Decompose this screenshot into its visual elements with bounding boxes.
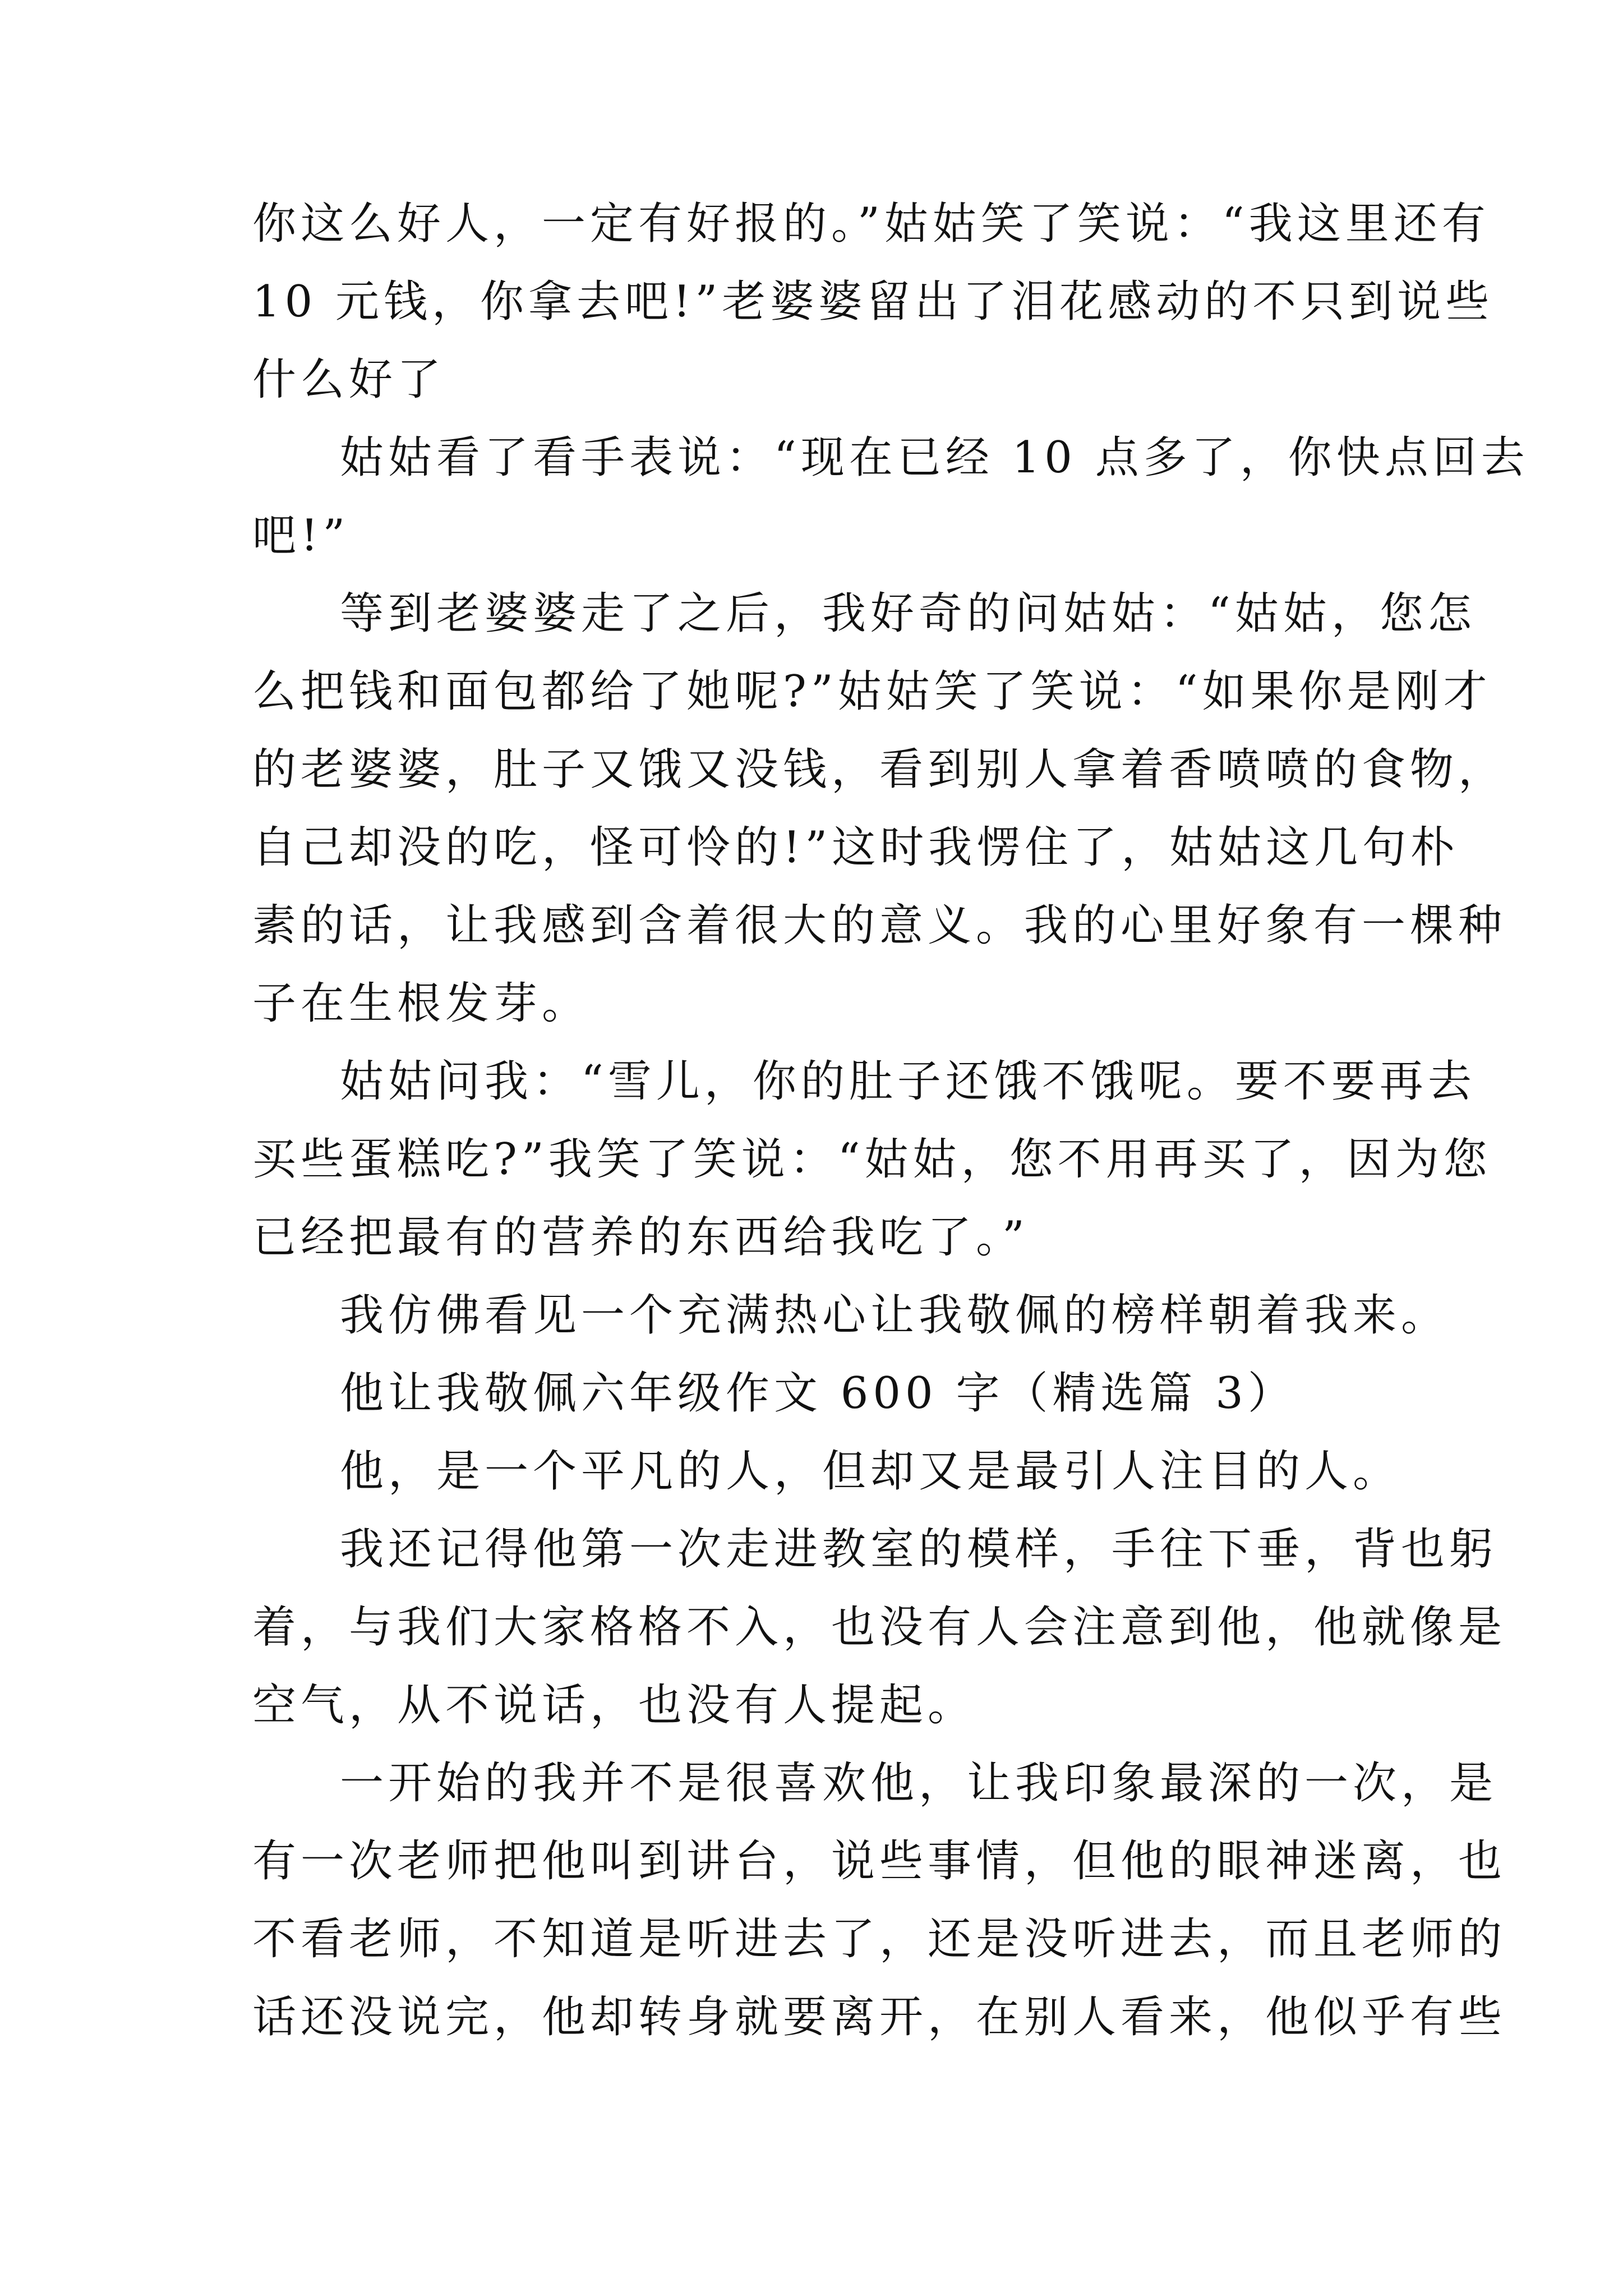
text-line: 10 元钱，你拿去吧!”老婆婆留出了泪花感动的不只到说些 xyxy=(252,277,1494,327)
paragraph-9 xyxy=(252,1745,1507,2056)
text-line: 他，是一个平凡的人，但却又是最引人注目的人。 xyxy=(340,1446,1401,1497)
text-line: 买些蛋糕吃?”我笑了笑说：“姑姑，您不用再买了，因为您 xyxy=(252,1134,1492,1185)
text-line: 子在生根发芽。 xyxy=(252,978,591,1029)
text-line: 姑姑看了看手表说：“现在已经 10 点多了，你快点回去 xyxy=(340,432,1529,483)
text-line: 什么好了 xyxy=(252,355,446,405)
paragraph-4 xyxy=(252,1043,1492,1277)
text-line: 等到老婆婆走了之后，我好奇的问姑姑：“姑姑，您怎 xyxy=(340,588,1476,639)
text-line: 吧!” xyxy=(252,510,350,561)
text-line: 他让我敬佩六年级作文 600 字（精选篇 3） xyxy=(340,1368,1296,1419)
paragraph-8 xyxy=(252,1511,1507,1745)
paragraph-5 xyxy=(252,1277,1450,1355)
paragraph-7 xyxy=(252,1433,1401,1511)
text-line: 自己却没的吃，怪可怜的!”这时我愣住了，姑姑这几句朴 xyxy=(252,822,1459,873)
text-line: 你这么好人，一定有好报的。”姑姑笑了笑说：“我这里还有 xyxy=(252,199,1490,249)
text-line: 一开始的我并不是很喜欢他，让我印象最深的一次，是 xyxy=(340,1758,1498,1809)
text-line: 素的话，让我感到含着很大的意义。我的心里好象有一棵种 xyxy=(252,900,1507,951)
text-line: 不看老师，不知道是听进去了，还是没听进去，而且老师的 xyxy=(252,1914,1507,1964)
text-line: 话还没说完，他却转身就要离开，在别人看来，他似乎有些 xyxy=(252,1992,1507,2042)
document-body xyxy=(252,185,1529,2056)
paragraph-1 xyxy=(252,185,1494,419)
text-line: 已经把最有的营养的东西给我吃了。” xyxy=(252,1212,1029,1263)
paragraph-3 xyxy=(252,575,1507,1043)
text-line: 空气，从不说话，也没有人提起。 xyxy=(252,1680,976,1731)
section-heading xyxy=(252,1355,1380,1433)
text-line: 的老婆婆，肚子又饿又没钱，看到别人拿着香喷喷的食物， xyxy=(252,744,1507,795)
text-line: 姑姑问我：“雪儿，你的肚子还饿不饿呢。要不要再去 xyxy=(340,1056,1476,1107)
text-line: 我还记得他第一次走进教室的模样，手往下垂，背也躬 xyxy=(340,1524,1498,1575)
text-line: 着，与我们大家格格不入，也没有人会注意到他，他就像是 xyxy=(252,1602,1507,1653)
text-line: 有一次老师把他叫到讲台，说些事情，但他的眼神迷离，也 xyxy=(252,1836,1507,1887)
paragraph-2 xyxy=(252,419,1529,575)
text-line: 么把钱和面包都给了她呢?”姑姑笑了笑说：“如果你是刚才 xyxy=(252,666,1492,717)
text-line: 我仿佛看见一个充满热心让我敬佩的榜样朝着我来。 xyxy=(340,1290,1450,1341)
